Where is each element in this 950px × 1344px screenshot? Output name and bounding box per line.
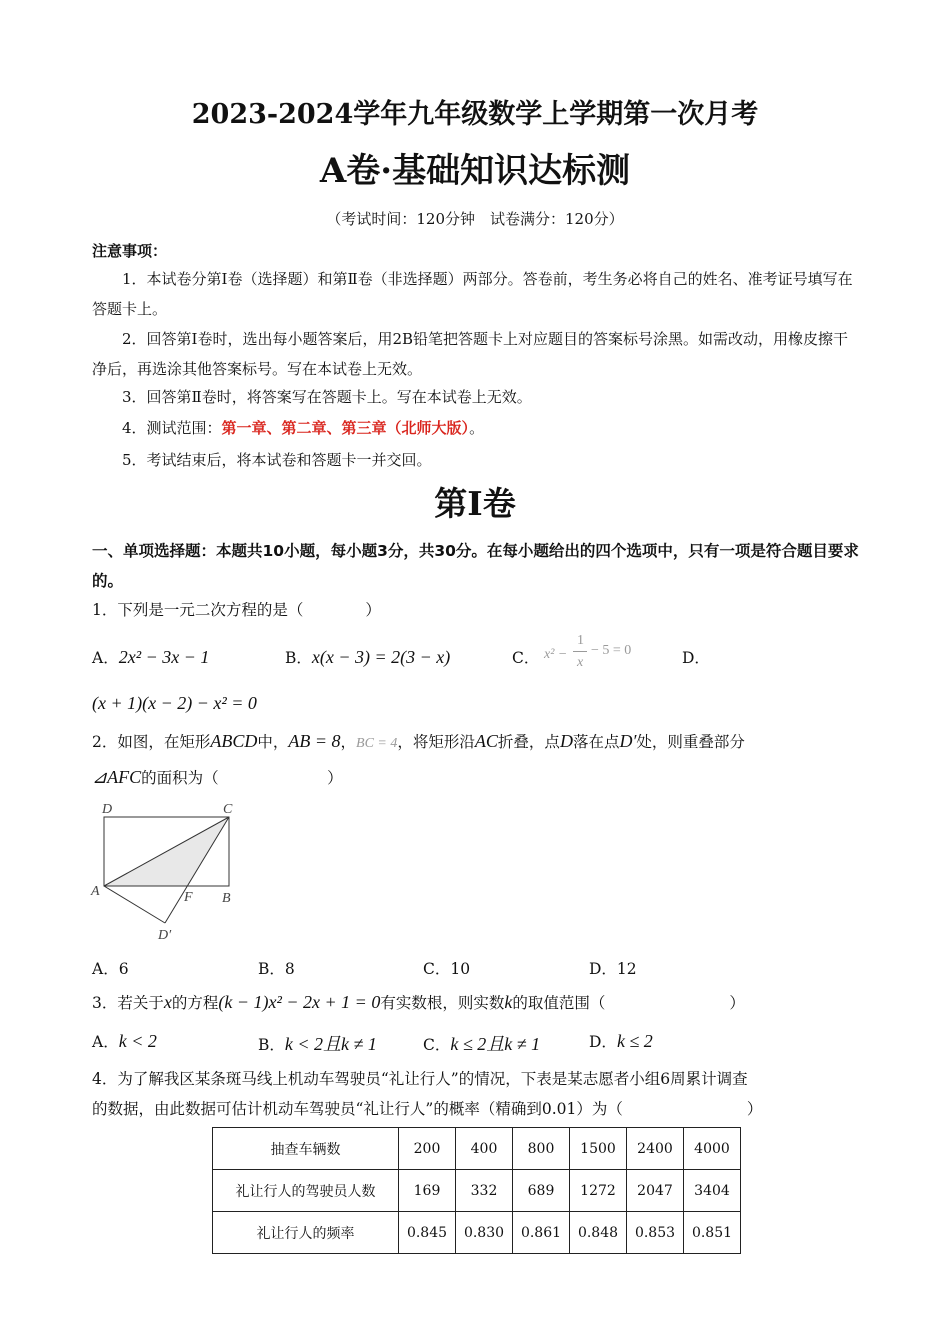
q2-stem bbox=[92, 730, 745, 752]
q3-option-a-label: A． bbox=[92, 1033, 119, 1051]
test-range: 第一章、第二章、第三章（北师大版） bbox=[221, 419, 470, 437]
q3-option-c-expr: k ≤ 2且k ≠ 1 bbox=[450, 1034, 541, 1054]
notice-item-4 bbox=[92, 413, 862, 443]
q3-k: k bbox=[504, 992, 513, 1012]
q2-option-d: D．12 bbox=[589, 960, 637, 978]
q1-option-b-expr: x(x − 3) = 2(3 − x) bbox=[311, 647, 451, 667]
table-cell: 1272 bbox=[570, 1170, 627, 1212]
q3-option-b-label: B． bbox=[258, 1036, 285, 1054]
q1-option-c bbox=[512, 646, 539, 668]
q2-fold2: 折叠，点 bbox=[497, 733, 560, 751]
table-row bbox=[213, 1212, 741, 1254]
q2-stem-pre: 2．如图，在矩形 bbox=[92, 733, 211, 751]
q3-option-d-label: D． bbox=[589, 1033, 617, 1051]
q2-fold: ，将矩形沿 bbox=[397, 733, 475, 751]
q2-fold4: 处，则重叠部分 bbox=[636, 733, 745, 751]
fraction-bar bbox=[573, 651, 587, 652]
q3-stem-end: 的取值范围（ ） bbox=[512, 994, 745, 1012]
q3-stem bbox=[92, 991, 745, 1013]
q1-option-a-label: A． bbox=[92, 649, 119, 667]
table-cell: 800 bbox=[513, 1128, 570, 1170]
q3-stem-mid: 的方程 bbox=[171, 994, 219, 1012]
q2-option-a: A．6 bbox=[92, 960, 129, 978]
q2-mid: 中， bbox=[257, 733, 289, 751]
q1-option-d-expr: (x + 1)(x − 2) − x² = 0 bbox=[92, 693, 257, 713]
label-d: D bbox=[102, 802, 113, 817]
exam-title: 2023-2024学年九年级数学上学期第一次月考 bbox=[191, 99, 759, 130]
notice-item-1: 1．本试卷分第Ⅰ卷（选择题）和第Ⅱ卷（非选择题）两部分。答卷前，考生务必将自己的姓名、准考证号填写在答题卡上。 bbox=[92, 270, 853, 318]
q2-comma: ， bbox=[340, 733, 357, 751]
q1-option-d-label: D． bbox=[682, 649, 710, 667]
q4-stem-line2: 的数据，由此数据可估计机动车驾驶员“礼让行人”的概率（精确到0.01）为（ ） bbox=[92, 1100, 763, 1118]
table-cell: 200 bbox=[399, 1128, 456, 1170]
table-cell: 2400 bbox=[627, 1128, 684, 1170]
q1-option-c-head: x² − bbox=[544, 647, 568, 662]
q2-d: D bbox=[559, 731, 573, 751]
exam-subtitle: A卷·基础知识达标测 bbox=[319, 151, 631, 191]
q3-x: x bbox=[163, 992, 172, 1012]
q3-option-d-expr: k ≤ 2 bbox=[616, 1031, 653, 1051]
q4-data-table bbox=[212, 1127, 741, 1254]
table-cell: 4000 bbox=[684, 1128, 741, 1170]
q3-option-d bbox=[589, 1030, 653, 1052]
table-cell: 0.845 bbox=[399, 1212, 456, 1254]
q1-option-c-rest: − 5 = 0 bbox=[591, 643, 632, 658]
notice-item-2: 2．回答第Ⅰ卷时，选出每小题答案后，用2B铅笔把答题卡上对应题目的答案标号涂黑。如需改动，用橡皮擦干净后，再选涂其他答案标号。写在本试卷上无效。 bbox=[92, 330, 849, 378]
table-cell: 2047 bbox=[627, 1170, 684, 1212]
q2-abcd: ABCD bbox=[210, 731, 258, 751]
q3-option-a bbox=[92, 1030, 157, 1052]
table-cell: 抽查车辆数 bbox=[213, 1128, 399, 1170]
notice-heading: 注意事项： bbox=[92, 242, 168, 260]
table-cell: 332 bbox=[456, 1170, 513, 1212]
label-d-prime: D′ bbox=[158, 928, 172, 943]
q2-area: 的面积为（ ） bbox=[141, 769, 343, 787]
q1-option-b bbox=[285, 646, 450, 668]
table-cell: 400 bbox=[456, 1128, 513, 1170]
q3-option-c-label: C． bbox=[423, 1036, 451, 1054]
exam-info: （考试时间：120分钟 试卷满分：120分） bbox=[326, 210, 624, 228]
table-cell: 0.830 bbox=[456, 1212, 513, 1254]
q2-bc: BC = 4 bbox=[356, 736, 398, 751]
table-cell: 689 bbox=[513, 1170, 570, 1212]
q2-stem-line2 bbox=[92, 766, 343, 788]
q1-option-c-num: 1 bbox=[577, 633, 584, 648]
volume-title: 第Ⅰ卷 bbox=[434, 484, 516, 523]
q1-option-a bbox=[92, 646, 209, 668]
q3-option-a-expr: k < 2 bbox=[118, 1031, 157, 1051]
q2-dprime: D′ bbox=[619, 731, 637, 751]
q3-option-b-expr: k < 2且k ≠ 1 bbox=[284, 1034, 377, 1054]
table-cell: 礼让行人的频率 bbox=[213, 1212, 399, 1254]
q3-option-b bbox=[258, 1030, 377, 1056]
q2-option-b: B．8 bbox=[258, 960, 295, 978]
label-a: A bbox=[91, 884, 100, 899]
notice-item-5: 5．考试结束后，将本试卷和答题卡一并交回。 bbox=[122, 451, 432, 469]
table-cell: 0.851 bbox=[684, 1212, 741, 1254]
q1-stem: 1．下列是一元二次方程的是（ ） bbox=[92, 601, 381, 619]
section-heading: 一、单项选择题：本题共10小题，每小题3分，共30分。在每小题给出的四个选项中，只有一项是符合题目要求的。 bbox=[92, 542, 859, 590]
q3-equation: (k − 1)x² − 2x + 1 = 0 bbox=[218, 992, 381, 1012]
q1-option-b-label: B． bbox=[285, 649, 312, 667]
q2-figure bbox=[85, 795, 255, 945]
label-f: F bbox=[184, 890, 193, 905]
table-cell: 169 bbox=[399, 1170, 456, 1212]
table-row bbox=[213, 1128, 741, 1170]
table-cell: 0.848 bbox=[570, 1212, 627, 1254]
q3-stem-mid2: 有实数根，则实数 bbox=[380, 994, 505, 1012]
q2-ac: AC bbox=[474, 731, 498, 751]
q2-fold3: 落在点 bbox=[572, 733, 620, 751]
table-cell: 0.853 bbox=[627, 1212, 684, 1254]
label-c: C bbox=[223, 802, 233, 817]
q2-option-c: C．10 bbox=[423, 960, 471, 978]
notice-item-3: 3．回答第Ⅱ卷时，将答案写在答题卡上。写在本试卷上无效。 bbox=[122, 388, 532, 406]
segment-ad-prime bbox=[104, 886, 165, 923]
q3-stem-pre: 3．若关于 bbox=[92, 994, 164, 1012]
table-cell: 0.861 bbox=[513, 1212, 570, 1254]
q1-option-a-expr: 2x² − 3x − 1 bbox=[118, 647, 210, 667]
q4-stem-line1: 4．为了解我区某条斑马线上机动车驾驶员“礼让行人”的情况，下表是某志愿者小组6周累计调查 bbox=[92, 1070, 748, 1088]
notice-item-4-suffix: 。 bbox=[469, 419, 485, 437]
table-cell: 1500 bbox=[570, 1128, 627, 1170]
q1-option-c-den: x bbox=[577, 655, 584, 670]
notice-item-4-prefix: 4．测试范围： bbox=[122, 419, 222, 437]
q3-option-c bbox=[423, 1030, 540, 1056]
table-row bbox=[213, 1170, 741, 1212]
label-b: B bbox=[222, 891, 231, 906]
q2-ab: AB = 8 bbox=[288, 731, 341, 751]
table-cell: 3404 bbox=[684, 1170, 741, 1212]
q1-option-c-label: C． bbox=[512, 649, 540, 667]
table-cell: 礼让行人的驾驶员人数 bbox=[213, 1170, 399, 1212]
q2-triangle: ⊿AFC bbox=[92, 767, 142, 787]
